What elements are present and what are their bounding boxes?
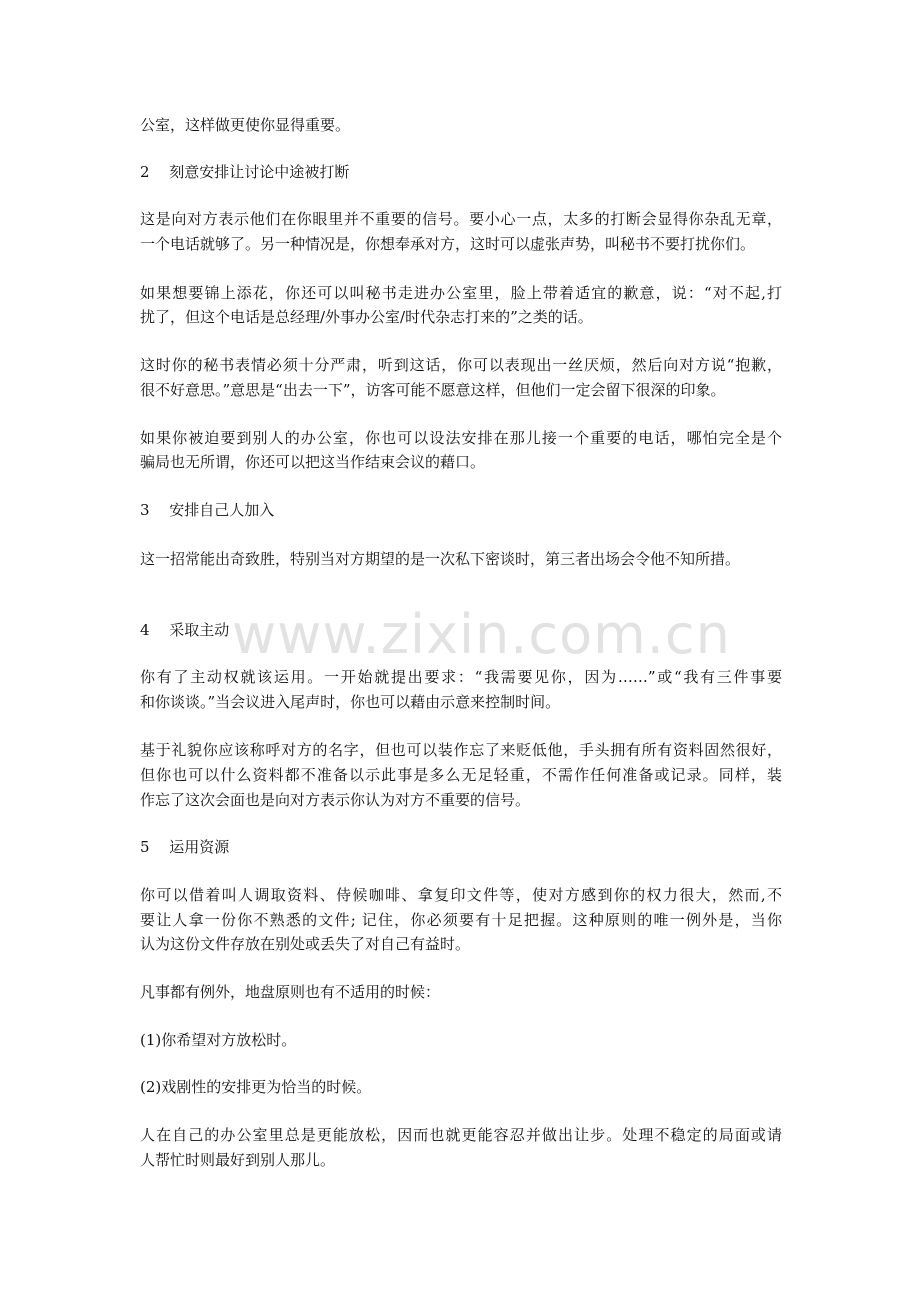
paragraph-line: 一个电话就够了。另一种情况是，你想奉承对方，这时可以虚张声势，叫秘书不要打扰你们。 <box>140 235 756 253</box>
paragraph-line: 你有了主动权就该运用。一开始就提出要求：“我需要见你，因为……”或“我有三件事要 <box>140 668 782 686</box>
section-heading: 2 刻意安排让讨论中途被打断 <box>140 163 350 181</box>
section-heading: 5 运用资源 <box>140 838 230 856</box>
paragraph-line: 这是向对方表示他们在你眼里并不重要的信号。要小心一点，太多的打断会显得你杂乱无章， <box>140 210 782 228</box>
paragraph-line: 和你谈谈。”当会议进入尾声时，你也可以藉由示意来控制时间。 <box>140 693 561 711</box>
paragraph-line: 扰了，但这个电话是总经理/外事办公室/时代杂志打来的”之类的话。 <box>140 308 593 326</box>
paragraph-line: 作忘了这次会面也是向对方表示你认为对方不重要的信号。 <box>140 791 531 809</box>
paragraph-line: 如果你被迫要到别人的办公室，你也可以设法安排在那儿接一个重要的电话，哪怕完全是个 <box>140 429 782 447</box>
paragraph-line: 这时你的秘书表情必须十分严肃，听到这话，你可以表现出一丝厌烦，然后向对方说“抱歉， <box>140 356 782 374</box>
watermark: www.zixin.com.cn <box>232 603 731 666</box>
paragraph-line: 这一招常能出奇致胜，特别当对方期望的是一次私下密谈时，第三者出场会令他不知所措。 <box>140 550 741 568</box>
section-heading: 4 采取主动 <box>140 621 230 639</box>
paragraph-line: 凡事都有例外，地盘原则也有不适用的时候： <box>140 983 441 1001</box>
list-item: (1)你希望对方放松时。 <box>140 1031 297 1049</box>
paragraph-line: 很不好意思。”意思是“出去一下”，访客可能不愿意这样，但他们一定会留下很深的印象。 <box>140 381 726 399</box>
section-heading: 3 安排自己人加入 <box>140 501 275 519</box>
paragraph-line: 骗局也无所谓，你还可以把这当作结束会议的藉口。 <box>140 453 486 471</box>
list-item: (2)戏剧性的安排更为恰当的时候。 <box>140 1078 372 1096</box>
paragraph-line: 公室，这样做更使你显得重要。 <box>140 116 351 134</box>
paragraph-line: 如果想要锦上添花，你还可以叫秘书走进办公室里，脸上带着适宜的歉意，说：“对不起,打 <box>140 284 782 302</box>
paragraph-line: 但你也可以什么资料都不准备以示此事是多么无足轻重，不需作任何准备或记录。同样，装 <box>140 766 782 784</box>
paragraph-line: 要让人拿一份你不熟悉的文件; 记住，你必须要有十足把握。这种原则的唯一例外是，当你 <box>140 911 782 929</box>
paragraph-line: 你可以借着叫人调取资料、侍候咖啡、拿复印文件等，使对方感到你的权力很大，然而,不 <box>140 886 782 904</box>
paragraph-line: 人帮忙时则最好到别人那儿。 <box>140 1151 336 1169</box>
paragraph-line: 基于礼貌你应该称呼对方的名字，但也可以装作忘了来贬低他，手头拥有所有资料固然很好， <box>140 741 782 759</box>
paragraph-line: 认为这份文件存放在别处或丢失了对自己有益时。 <box>140 935 471 953</box>
paragraph-line: 人在自己的办公室里总是更能放松，因而也就更能容忍并做出让步。处理不稳定的局面或请 <box>140 1126 782 1144</box>
